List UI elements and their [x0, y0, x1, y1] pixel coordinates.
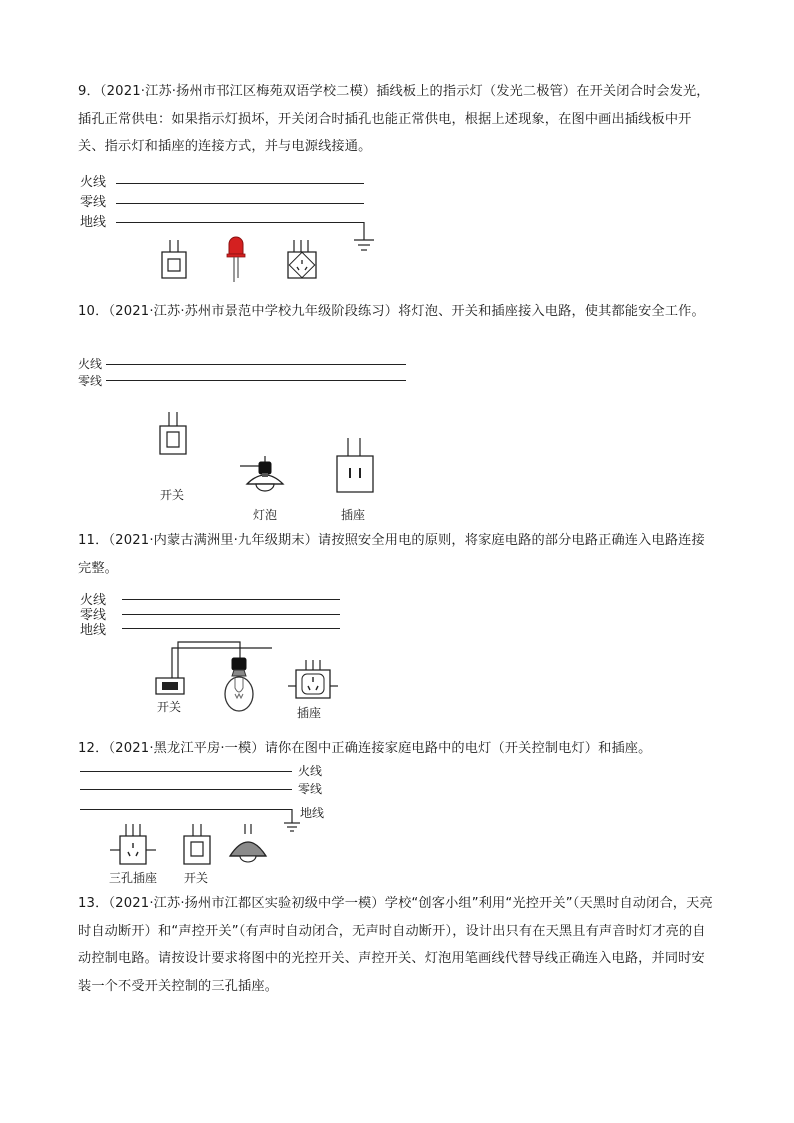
q10-live-wire — [106, 364, 406, 365]
q10-live-label: 火线 — [78, 357, 103, 371]
question-9-text: 9．（2021·江苏·扬州市邗江区梅苑双语学校二模）插线板上的指示灯（发光二极管）在开关闭合时会发光，插孔正常供电：如果指示灯损坏，开关闭合时插孔也能正常供电，根据上述现象，在图中画出插线板中开关、指示灯和插座的连接方式，并与电源线接通。 — [78, 84, 710, 154]
q10-socket-label: 插座 — [341, 508, 366, 522]
q12-socket-label: 三孔插座 — [109, 871, 158, 885]
q11-neutral-label: 零线 — [80, 608, 107, 623]
q9-live-label: 火线 — [80, 175, 107, 190]
question-11-text: 11．（2021·内蒙古满洲里·九年级期末）请按照安全用电的原则，将家庭电路的部分电路正确连入电路连接完整。 — [78, 533, 705, 576]
q9-live-wire — [116, 183, 364, 184]
q9-three-hole-socket-icon — [284, 240, 320, 280]
q9-ground-label: 地线 — [80, 215, 107, 230]
q11-neutral-wire — [122, 614, 340, 615]
q10-switch-label: 开关 — [160, 488, 185, 502]
q12-live-label: 火线 — [298, 764, 323, 778]
q12-neutral-label: 零线 — [298, 782, 323, 796]
q10-neutral-label: 零线 — [78, 374, 103, 388]
q12-ground-label: 地线 — [300, 806, 325, 820]
q11-live-wire — [122, 599, 340, 600]
q9-neutral-label: 零线 — [80, 195, 107, 210]
q9-neutral-wire — [116, 203, 364, 204]
q12-switch-label: 开关 — [184, 871, 209, 885]
q12-lamp-icon — [226, 824, 270, 866]
q9-switch-icon — [160, 240, 190, 280]
q12-ground-wire — [80, 809, 292, 810]
q11-bulb-icon — [222, 656, 260, 716]
question-13-text: 13．（2021·江苏·扬州市江都区实验初级中学一模）学校“创客小组”利用“光控开关”（天黑时自动闭合，天亮时自动断开）和“声控开关”（有声时自动闭合，无声时自动断开），设计出只有在天黑且有声音时灯才亮的自动控制电路。请按设计要求将图中的光控开关、声控开关、灯泡用笔画线代替导线正确连入电路，并同时安装一个不受开关控制的三孔插座。 — [78, 896, 713, 994]
q12-switch-icon — [182, 824, 212, 866]
q11-three-hole-socket-icon — [288, 660, 338, 700]
q12-live-wire — [80, 771, 292, 772]
q10-bulb-icon — [236, 456, 288, 504]
q12-three-hole-socket-icon — [108, 824, 158, 868]
question-12-text: 12．（2021·黑龙江平房·一模）请你在图中正确连接家庭电路中的电灯（开关控制电灯）和插座。 — [78, 741, 652, 756]
q9-ground-symbol — [350, 222, 380, 256]
q10-switch-icon — [158, 412, 188, 456]
q11-socket-label: 插座 — [297, 706, 322, 720]
q12-neutral-wire — [80, 789, 292, 790]
q10-neutral-wire — [106, 380, 406, 381]
q11-switch-icon — [152, 640, 282, 696]
q11-switch-label: 开关 — [157, 700, 182, 714]
q10-bulb-label: 灯泡 — [253, 508, 278, 522]
q9-ground-wire — [116, 222, 364, 223]
q11-ground-wire — [122, 628, 340, 629]
question-10-text: 10．（2021·江苏·苏州市景范中学校九年级阶段练习）将灯泡、开关和插座接入电路，使其都能安全工作。 — [78, 304, 705, 319]
q12-ground-symbol — [282, 809, 306, 833]
q11-live-label: 火线 — [80, 593, 107, 608]
q9-led-icon — [224, 234, 248, 284]
q11-ground-label: 地线 — [80, 623, 107, 638]
q10-two-hole-socket-icon — [334, 438, 376, 498]
